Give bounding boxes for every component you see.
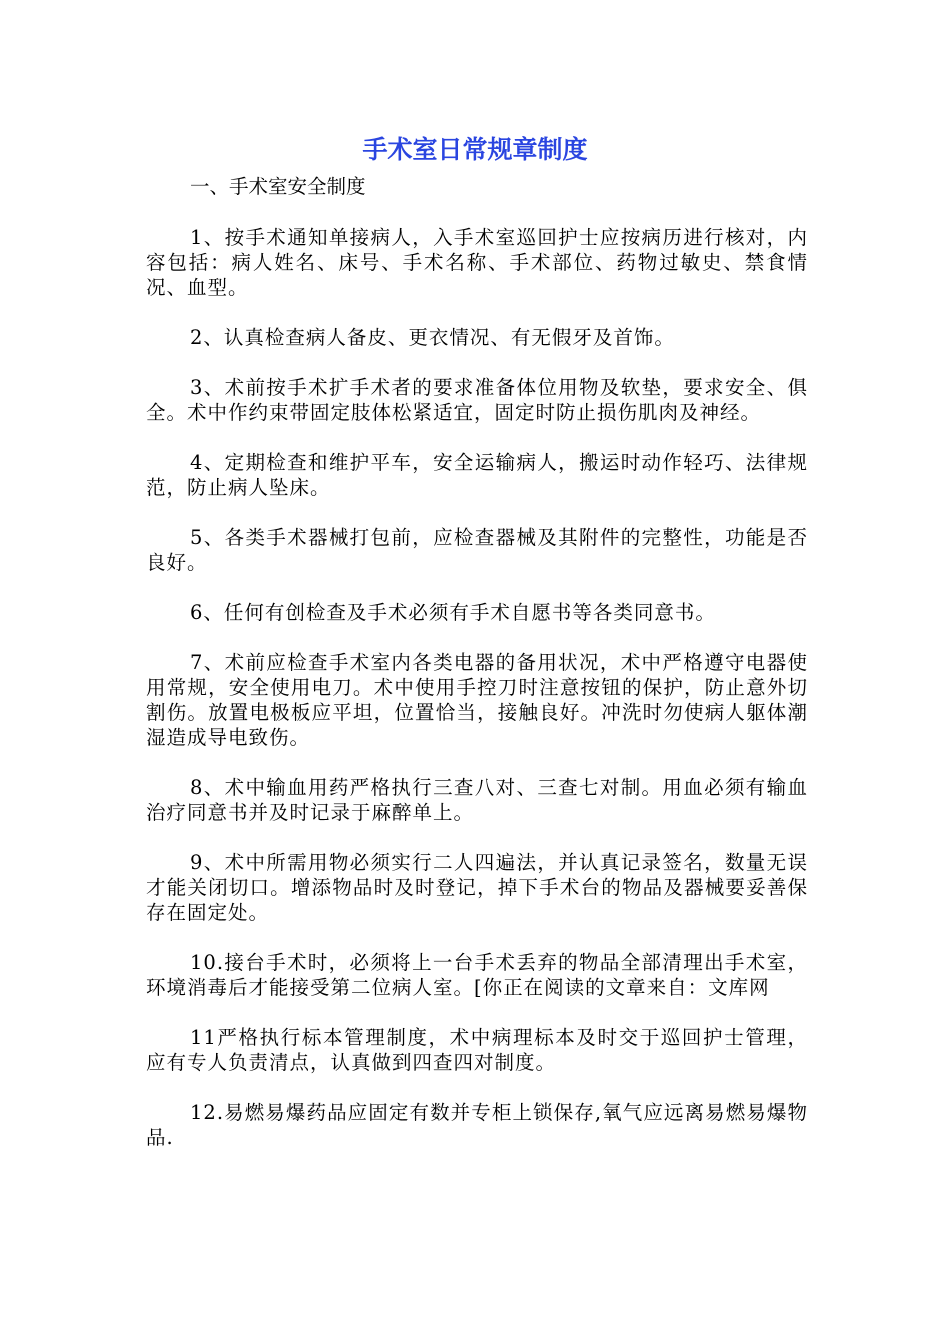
paragraph-9: 9、术中所需用物必须实行二人四遍法，并认真记录签名，数量无误才能关闭切口。增添物品时及时登记，掉下手术台的物品及器械要妥善保存在固定处。 [146, 851, 808, 924]
paragraph-8: 8、术中输血用药严格执行三查八对、三查七对制。用血必须有输血治疗同意书并及时记录于麻醉单上。 [146, 776, 808, 824]
paragraph-12: 12.易燃易爆药品应固定有数并专柜上锁保存,氧气应远离易燃易爆物品. [146, 1101, 808, 1149]
paragraph-7: 7、术前应检查手术室内各类电器的备用状况，术中严格遵守电器使用常规，安全使用电刀。术中使用手控刀时注意按钮的保护，防止意外切割伤。放置电极板应平坦，位置恰当，接触良好。冲洗时勿使病人躯体潮湿造成导电致伤。 [146, 651, 808, 749]
paragraph-10: 10.接台手术时，必须将上一台手术丢弃的物品全部清理出手术室，环境消毒后才能接受第二位病人室。[你正在阅读的文章来自：文库网 [146, 951, 808, 999]
document-body [146, 225, 808, 1175]
section-heading: 一、手术室安全制度 [190, 175, 366, 198]
paragraph-1: 1、按手术通知单接病人，入手术室巡回护士应按病历进行核对，内容包括：病人姓名、床号、手术名称、手术部位、药物过敏史、禁食情况、血型。 [146, 226, 808, 299]
paragraph-4: 4、定期检查和维护平车，安全运输病人，搬运时动作轻巧、法律规范，防止病人坠床。 [146, 451, 808, 499]
paragraph-11: 11严格执行标本管理制度，术中病理标本及时交于巡回护士管理，应有专人负责清点，认真做到四查四对制度。 [146, 1026, 808, 1074]
paragraph-2: 2、认真检查病人备皮、更衣情况、有无假牙及首饰。 [190, 326, 675, 349]
paragraph-6: 6、任何有创检查及手术必须有手术自愿书等各类同意书。 [190, 601, 716, 624]
paragraph-3: 3、术前按手术扩手术者的要求准备体位用物及软垫，要求安全、俱全。术中作约束带固定肢体松紧适宜，固定时防止损伤肌肉及神经。 [146, 376, 808, 424]
page-title: 手术室日常规章制度 [362, 135, 588, 164]
paragraph-5: 5、各类手术器械打包前，应检查器械及其附件的完整性，功能是否良好。 [146, 526, 808, 574]
